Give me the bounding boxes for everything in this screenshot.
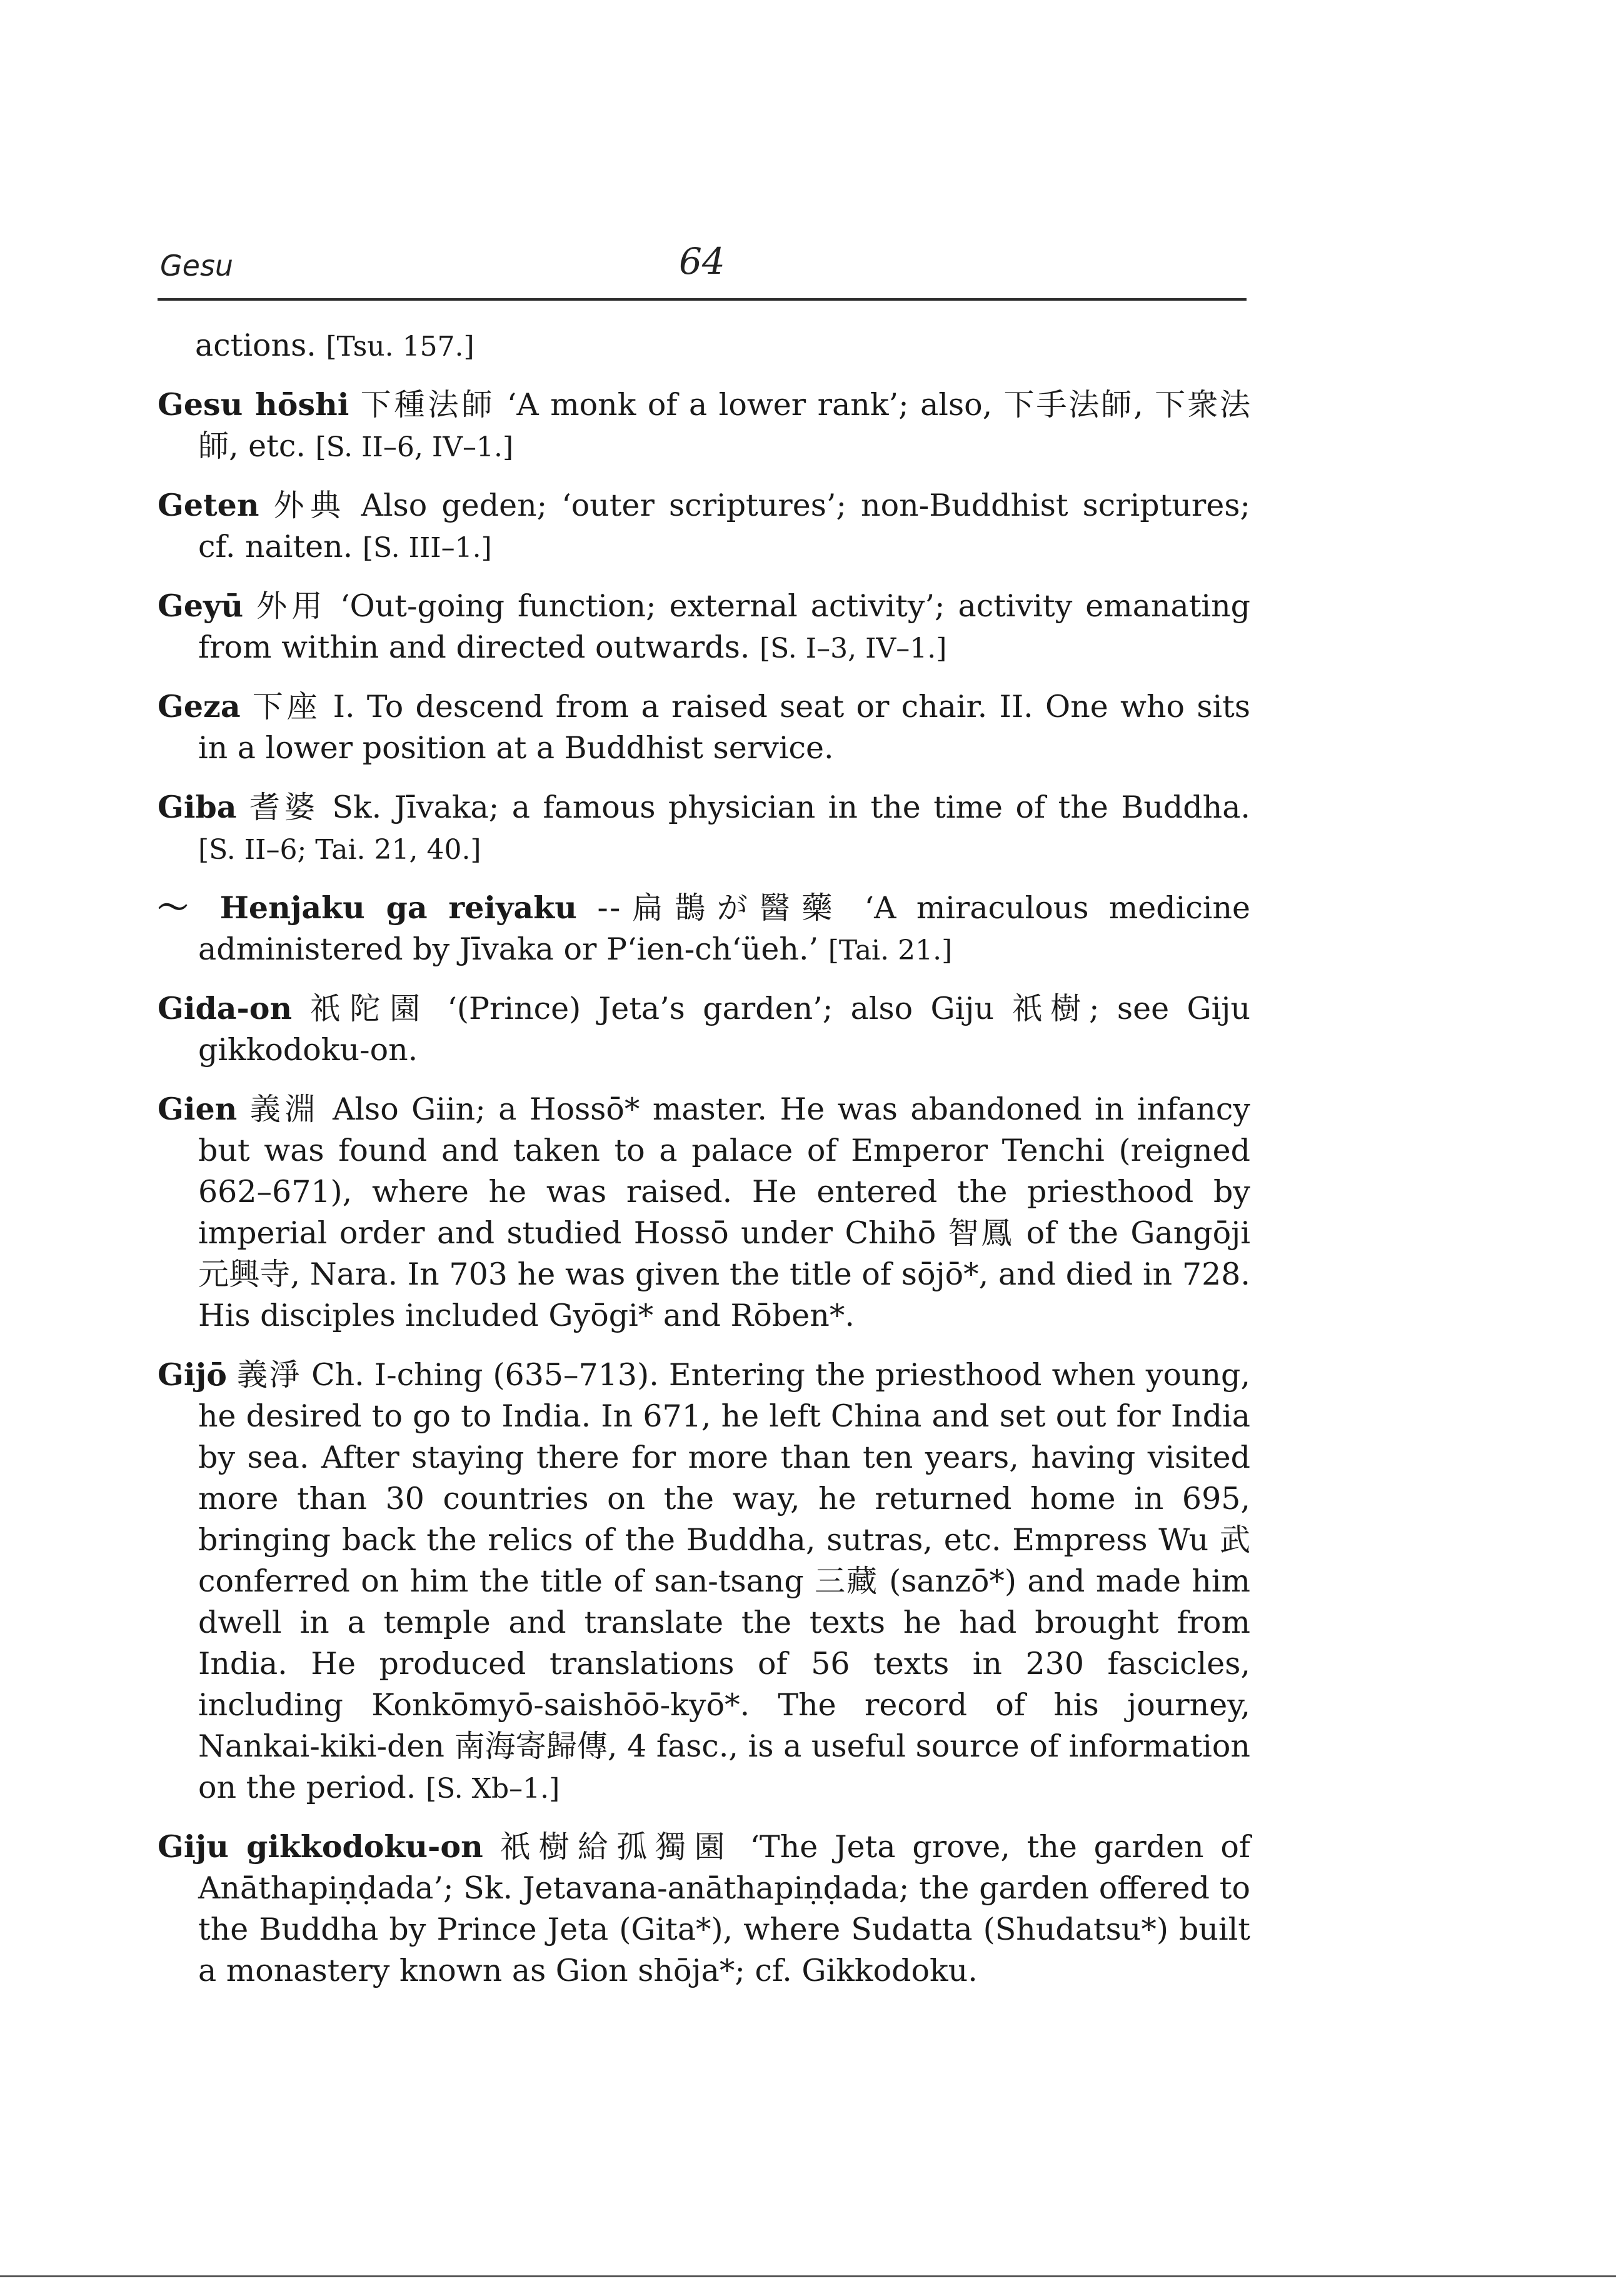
entry-kanji: 下種法師: [360, 387, 496, 423]
entry-text: actions.: [195, 328, 326, 363]
entry: [158, 1088, 1250, 1338]
entry-headword: Giba: [158, 789, 237, 825]
entry-kanji: 義淨: [236, 1357, 301, 1393]
entry-headword: Gien: [158, 1091, 238, 1127]
entry-kanji: --扁鵲が醫藥: [597, 890, 845, 926]
entry-headword: Gesu hōshi: [158, 386, 349, 423]
entry-text: Also Giin; a Hossō* master. He was abandoned in infancy but was found and taken to a palace of Emperor Tenchi (reigned 662–671), where he was raised. He entered the priesthood by imperial order and studied Hossō under Chihō 智鳳 of the Gangōji 元興寺, Nara. In 703 he was given the title of sōjō*, and died in 728. His disciples included Gyōgi* and Rōben*.: [198, 1091, 1250, 1333]
entry-headword: Geyū: [158, 588, 244, 624]
entry-reference: [S. II–6; Tai. 21, 40.]: [198, 834, 481, 866]
entry-kanji: 耆婆: [249, 790, 319, 825]
entry-kanji: 義淵: [249, 1091, 320, 1127]
entry-headword: Gida-on: [158, 990, 293, 1026]
entry-headword: Geza: [158, 688, 241, 724]
entry-kanji: 祇陀園: [309, 991, 429, 1026]
entry-text: Also geden; ‘outer scriptures’; non-Buddhist scriptures; cf. naiten.: [198, 488, 1250, 564]
entry-text: ‘(Prince) Jeta’s garden’; also Giju 祇樹; see Giju gikkodoku-on.: [198, 991, 1251, 1068]
entry-headword: ～ Henjaku ga reiyaku: [158, 890, 577, 926]
entry-reference: [S. III–1.]: [362, 532, 492, 564]
page-number: 64: [679, 240, 725, 283]
entry-reference: [S. I–3, IV–1.]: [760, 633, 947, 664]
scan-edge-line: [0, 2275, 1616, 2277]
entry-text: I. To descend from a raised seat or chair. II. One who sits in a lower position at a Buddhist service.: [198, 689, 1251, 766]
entry: [158, 887, 1250, 971]
entry-text: ‘A miraculous medicine administered by Jīvaka or P‘ien-ch‘üeh.’: [198, 890, 1251, 967]
entry: [158, 786, 1250, 871]
entry: [158, 484, 1250, 569]
running-head: Gesu: [160, 249, 234, 283]
header-rule: [158, 298, 1247, 301]
entry-list: [158, 325, 1250, 2009]
entry-text: Ch. I-ching (635–713). Entering the priesthood when young, he desired to go to India. In 671, he left China and set out for India by sea. After staying there for more than ten years, having visited more than 30 countries on the way, he returned home in 695, bringing back the relics of the Buddha, sutras, etc. Empress Wu 武 conferred on him the title of san-tsang 三藏 (sanzō*) and made him dwell in a temple and translate the texts he had brought from India. He produced translations of 56 texts in 230 fascicles, including Konkōmyō-saishōō-kyō*. The record of his journey, Nankai-kiki-den 南海寄歸傳, 4 fasc., is a useful source of information on the period.: [198, 1357, 1251, 1805]
entry: [158, 1354, 1250, 1810]
entry-continuation: [158, 325, 1250, 368]
entry-kanji: 下座: [252, 689, 321, 724]
entry-headword: Geten: [158, 487, 259, 523]
entry-headword: Giju gikkodoku-on: [158, 1828, 483, 1865]
entry: [158, 686, 1250, 770]
entry-kanji: 外典: [273, 488, 347, 523]
entry: [158, 585, 1250, 669]
entry-text: Sk. Jīvaka; a famous physician in the time of the Buddha.: [332, 790, 1251, 825]
page-header: [158, 240, 1245, 293]
entry-reference: [Tai. 21.]: [828, 935, 953, 966]
entry-reference: [S. Xb–1.]: [425, 1773, 560, 1805]
entry-text: ‘The Jeta grove, the garden of Anāthapiṇḍada’; Sk. Jetavana-anāthapiṇḍada; the garden offered to the Buddha by Prince Jeta (Gita*), where Sudatta (Shudatsu*) built a monastery known as Gion shōja*; cf. Gikkodoku.: [198, 1829, 1251, 1988]
entry-headword: Gijō: [158, 1356, 227, 1393]
entry: [158, 988, 1250, 1072]
entry-reference: [Tsu. 157.]: [326, 331, 474, 363]
entry-reference: [S. II–6, IV–1.]: [315, 431, 514, 463]
entry-kanji: 祇樹給孤獨園: [499, 1829, 733, 1865]
entry-kanji: 外用: [256, 588, 327, 624]
entry-text: ‘A monk of a lower rank’; also, 下手法師, 下衆法師, etc.: [198, 387, 1250, 464]
entry-text: ‘Out-going function; external activity’; activity emanating from within and directed outwards.: [198, 588, 1251, 665]
entry: [158, 1826, 1250, 1993]
entry: [158, 384, 1250, 468]
